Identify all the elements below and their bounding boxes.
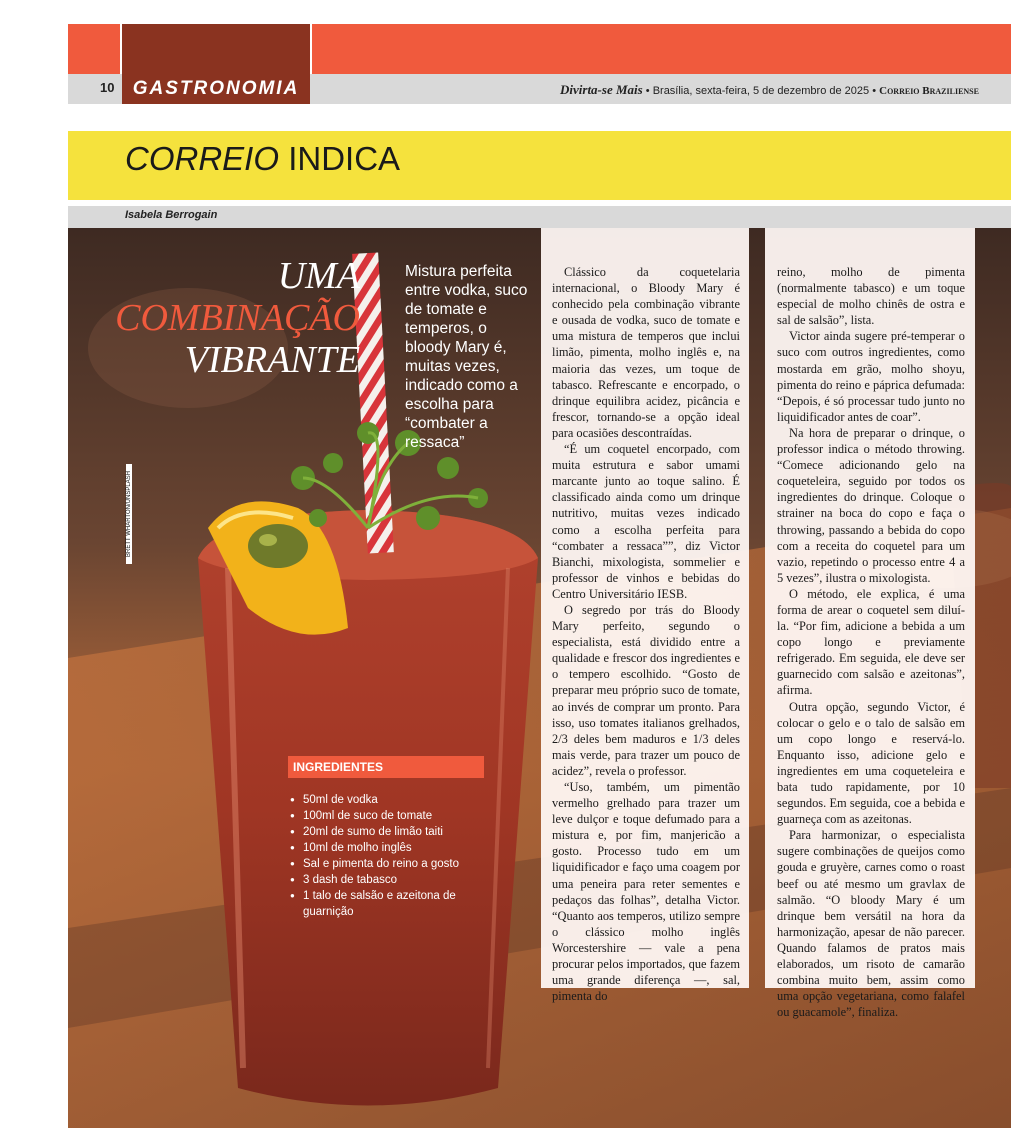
ingredient-item: ● 10ml de molho inglês [290, 840, 490, 856]
column-title [125, 140, 400, 178]
folio-line [560, 82, 979, 98]
headline-line3: VIBRANTE [184, 339, 360, 381]
ingredient-item: ● 20ml de sumo de limão taiti [290, 824, 490, 840]
article-paragraph: O segredo por trás do Bloody Mary perfeito, segundo o especialista, está dividido entre a qualidade e frescor dos ingredientes e o tempero escolhido. “Gosto de preparar meu próprio suco de tomate, ao invés de comprar um pronto. Para isso, uso tomates italianos grelhados, 2/3 deles bem maduros e 1/3 deles mais verde, para trazer um pouco de acidez”, revela o professor. [552, 602, 740, 778]
article-paragraph: Victor ainda sugere pré-temperar o suco com outros ingredientes, como mostarda em grão, molho shoyu, pimenta do reino e páprica defumada: “Depois, é só processar tudo junto no liquidificador antes de coar”. [777, 329, 965, 424]
ingredient-item: ● 1 talo de salsão e azeitona de guarnição [290, 888, 490, 920]
ingredients-title: INGREDIENTES [288, 756, 484, 778]
header-accent-left [68, 24, 120, 74]
article-paragraph: Na hora de preparar o drinque, o professor indica o método throwing. “Comece adicionando gelo na coqueteleira, seguido por todos os ingredientes do drinque. Coloque o strainer na boca do copo e faça o throwing, passando a bebida do copo com a receita do coquetel para um vazio, repetindo o processo entre 4 a 5 vezes”, ilustra o mixologista. [777, 425, 965, 585]
column-title-italic: CORREIO [125, 140, 280, 177]
lead-text: Mistura perfeita entre vodka, suco de tomate e temperos, o bloody Mary é, muitas vezes, indicado como a escolha para “combater a ressaca” [405, 263, 528, 451]
headline [110, 255, 360, 381]
photo-credit-text: BRETT WHARTON/UNSPLASH [126, 464, 132, 564]
article-paragraph: Outra opção, segundo Victor, é colocar o gelo e o talo de salsão em um copo longo e reservá-lo. Enquanto isso, adicione gelo e ingredientes em uma coqueteleira e bata tudo rapidamente, por 10 segundos. Em seguida, coe a bebida e guarneça com as azeitonas. [777, 699, 965, 827]
column-title-rest: INDICA [288, 140, 401, 177]
supplement-name: Divirta-se Mais [560, 82, 643, 97]
byline: Isabela Berrogain [125, 209, 218, 221]
article-paragraph: O método, ele explica, é uma forma de arear o coquetel sem diluí-la. “Por fim, adicione a bebida a um copo longo e previamente refrigerado. Em seguida, ele deve ser guarnecido com salsão e azeitonas”, afirma. [777, 586, 965, 698]
folio-bullet: • [872, 85, 880, 97]
article-paragraph: Para harmonizar, o especialista sugere combinações de queijos como gouda e gruyère, carnes como o roast beef ou até mesmo um gravlax de salmão. “O bloody Mary é um drinque bem versátil na hora da harmonização, apesar de não parecer. Quando falamos de pratos mais elaborados, um risoto de camarão combina muito bem, assim como uma opção vegetariana, como falafel ou guacamole”, finaliza. [777, 828, 965, 1020]
folio-bullet: • [645, 85, 653, 97]
article-paragraph: reino, molho de pimenta (normalmente tabasco) e um toque especial de molho chinês de ostra e sal de salsão”, lista. [777, 265, 965, 328]
ingredient-item: ● 50ml de vodka [290, 792, 490, 808]
dateline: Brasília, sexta-feira, 5 de dezembro de 2025 [652, 85, 870, 97]
photo-credit [122, 468, 136, 568]
article-column-2 [777, 264, 965, 1020]
ingredient-item: ● Sal e pimenta do reino a gosto [290, 856, 490, 872]
section-label: GASTRONOMIA [132, 78, 300, 99]
newspaper-name: Correio Braziliense [879, 85, 979, 97]
article-column-1 [552, 264, 740, 1004]
headline-line1: UMA [277, 255, 360, 297]
article-paragraph: Clássico da coquetelaria internacional, o Bloody Mary é conhecido pela combinação vibrante e ousada de vodka, suco de tomate e uma mistura de temperos que inclui limão, pimenta, molho inglês e, na maioria das vezes, um toque de tabasco. Refrescante e encorpado, o drinque equilibra acidez, picância e frescor, tornando-se a opção ideal para ocasiões descontraídas. [552, 265, 740, 440]
ingredient-item: ● 100ml de suco de tomate [290, 808, 490, 824]
article-paragraph: “É um coquetel encorpado, com muita estrutura e sabor umami marcante junto ao toque salino. É classificado ainda como um drinque nutritivo, muitas vezes indicado como a escolha perfeita para “combater a ressaca””, diz Victor Bianchi, mixologista, sommelier e professor de vinhos e bebidas do Centro Universitário IESB. [552, 442, 740, 601]
article-paragraph: “Uso, também, um pimentão vermelho grelhado para trazer um leve dulçor e toque defumado para a mistura e, por fim, manjericão a gosto. Processo tudo em um liquidificador e faço uma coagem por uma peneira para reter sementes e pedaços das folhas”, detalha Victor. “Quanto aos temperos, utilizo sempre o clássico molho inglês Worcestershire — vale a pena procurar pelos importados, que fazem uma grande diferença —, sal, pimenta do [552, 780, 740, 1004]
page-number: 10 [100, 80, 115, 95]
ingredients-list [290, 792, 490, 920]
ingredient-item: ● 3 dash de tabasco [290, 872, 490, 888]
headline-line2: COMBINAÇÃO [115, 297, 360, 339]
header-accent-right [312, 24, 1011, 74]
